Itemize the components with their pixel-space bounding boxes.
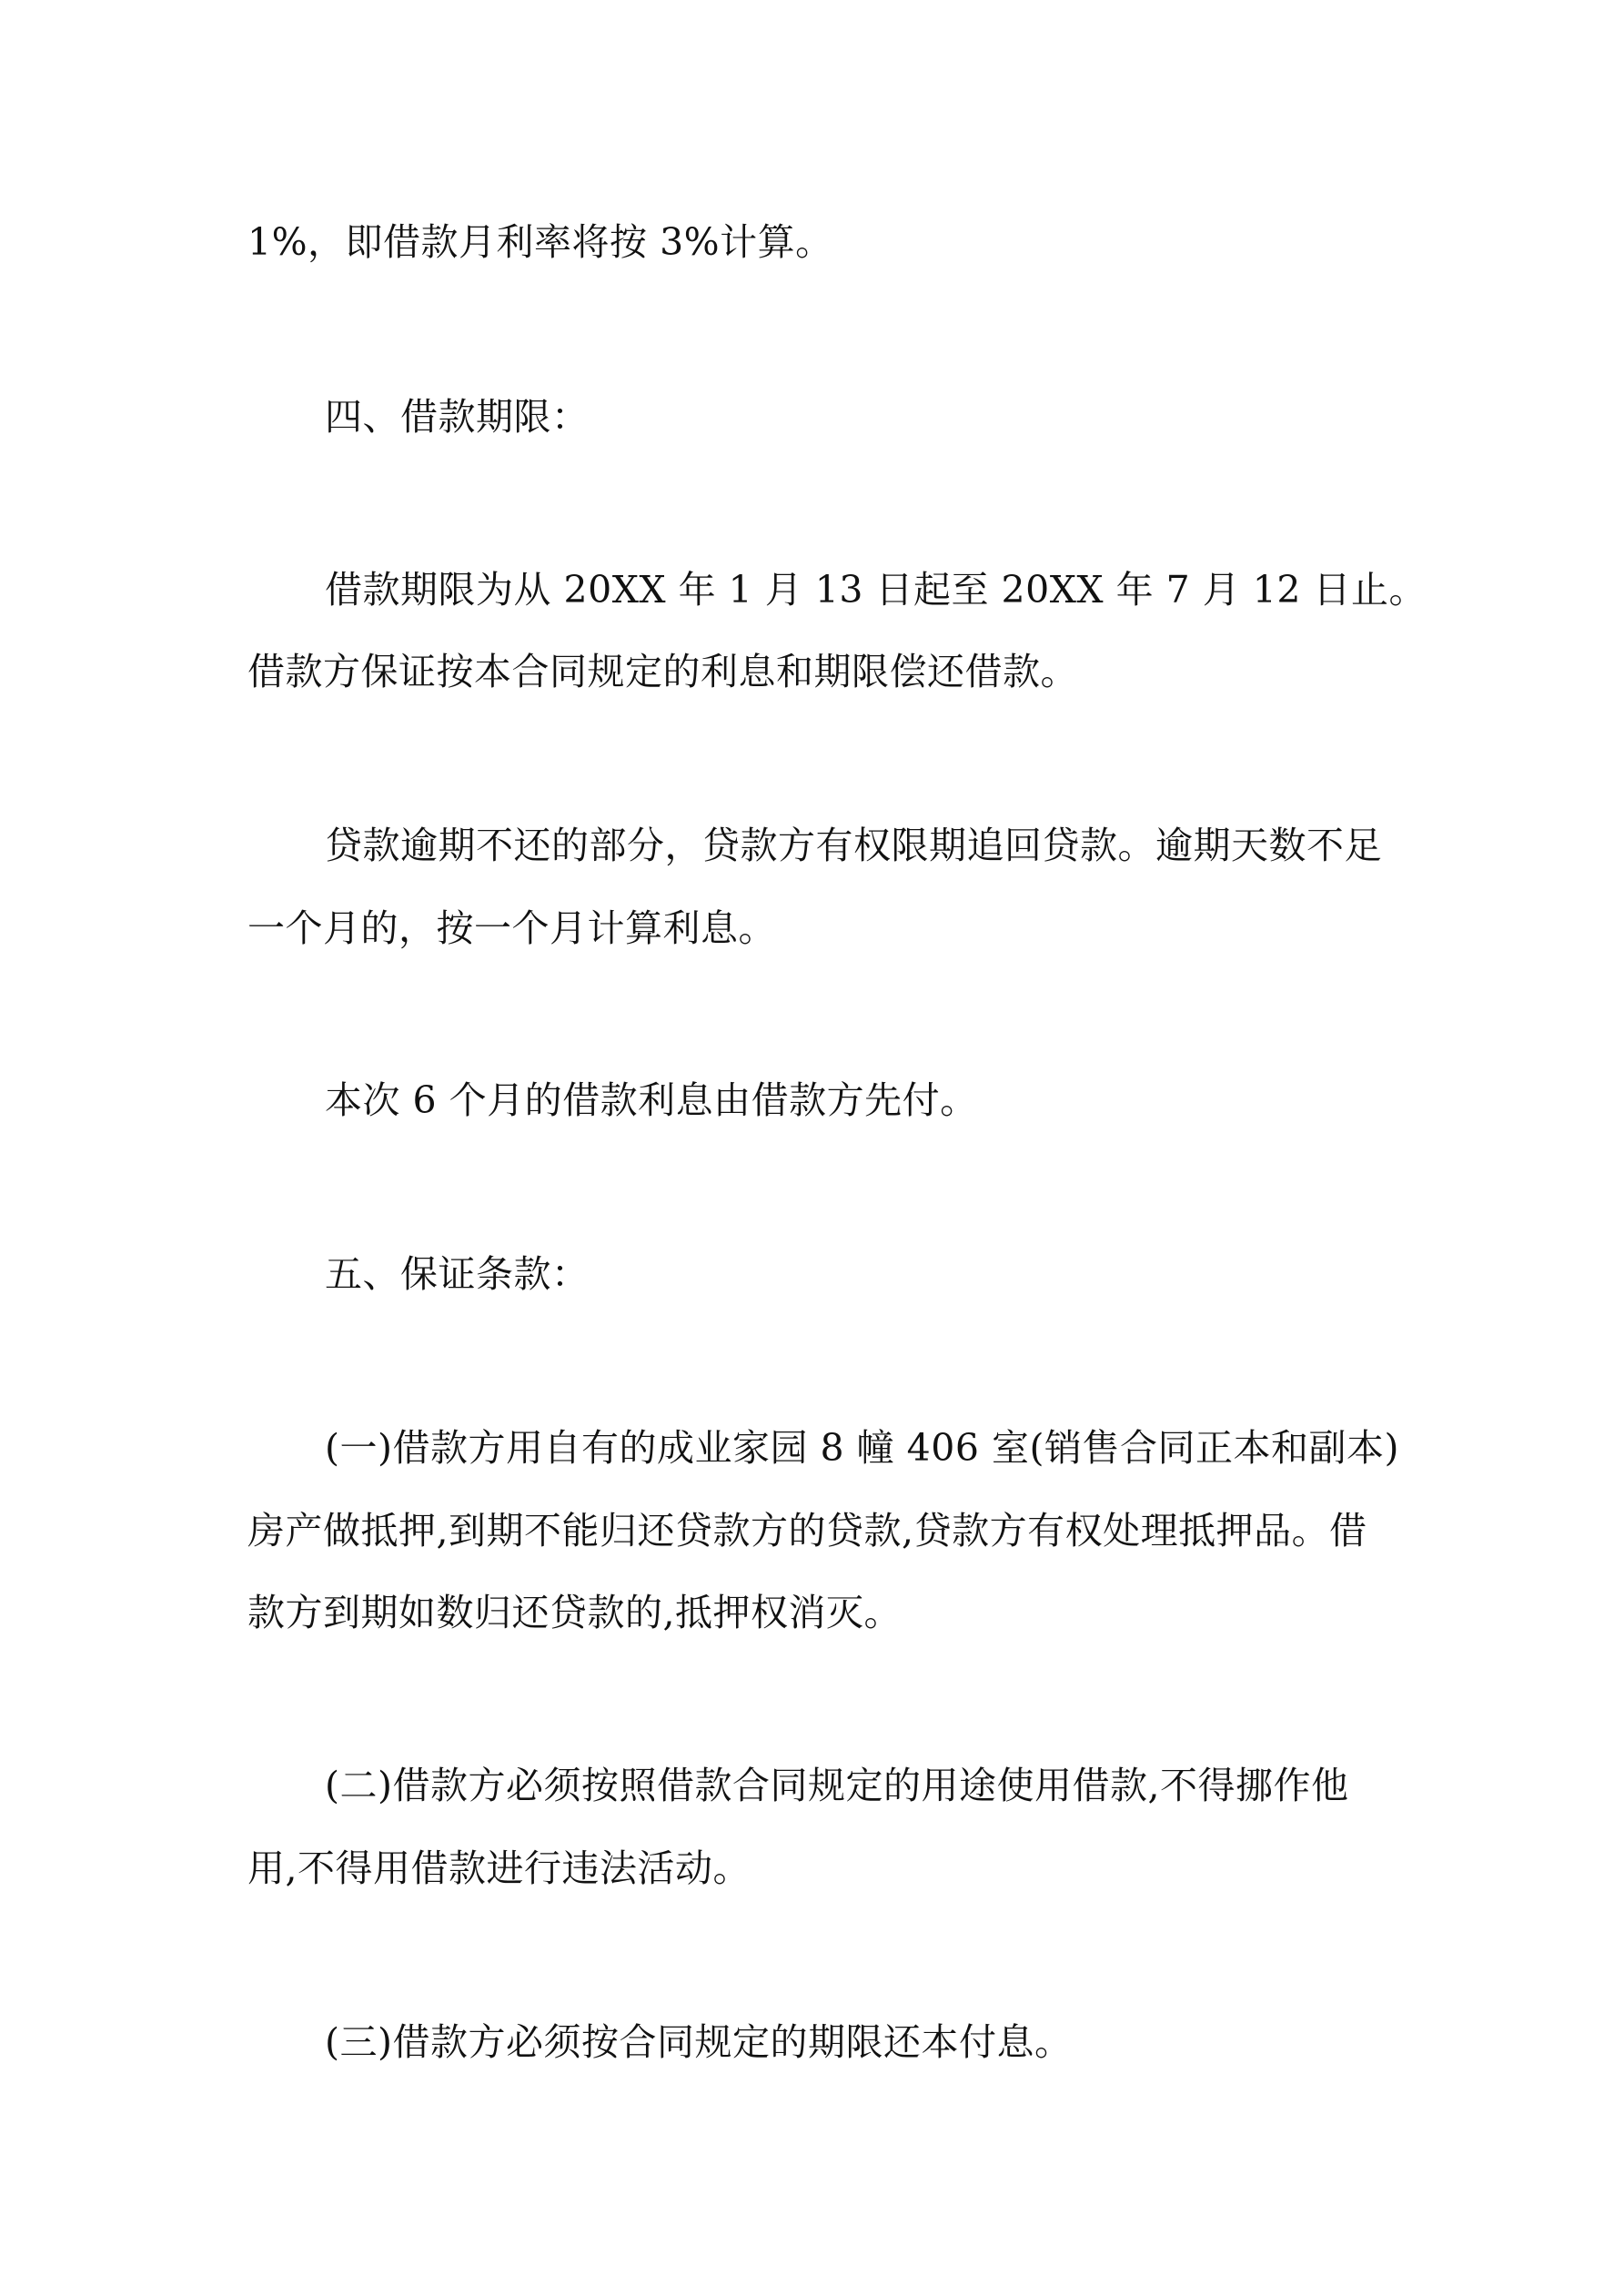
- section-heading-guarantee: 五、保证条款：: [325, 1252, 590, 1296]
- paragraph-interest-rate-line: 1%，即借款月利率将按 3%计算。: [247, 220, 833, 264]
- paragraph-loan-term-line-2: 借款方保证按本合同规定的利息和期限偿还借款。: [247, 650, 1078, 693]
- paragraph-overdue-line-1: 贷款逾期不还的部分，贷款方有权限期追回贷款。逾期天数不足: [325, 824, 1382, 867]
- paragraph-overdue-line-2: 一个月的，按一个月计算利息。: [247, 906, 776, 950]
- section-heading-loan-term: 四、借款期限：: [325, 395, 590, 439]
- clause-1-line-2: 房产做抵押,到期不能归还贷款方的贷款,贷款方有权处理抵押品。借: [247, 1509, 1367, 1553]
- clause-2-line-1: (二)借款方必须按照借款合同规定的用途使用借款,不得挪作他: [325, 1764, 1349, 1807]
- paragraph-prepaid-interest: 本次 6 个月的借款利息由借款方先付。: [325, 1078, 978, 1122]
- clause-1-line-1: (一)借款方用自有的成业家园 8 幢 406 室(销售合同正本和副本): [325, 1426, 1399, 1470]
- clause-1-line-3: 款方到期如数归还贷款的,抵押权消灭。: [247, 1591, 903, 1634]
- clause-2-line-2: 用,不得用借款进行违法活动。: [247, 1846, 751, 1890]
- clause-3-line-1: (三)借款方必须按合同规定的期限还本付息。: [325, 2020, 1073, 2064]
- paragraph-loan-term-line-1: 借款期限为从 20XX 年 1 月 13 日起至 20XX 年 7 月 12 日止。: [325, 568, 1427, 612]
